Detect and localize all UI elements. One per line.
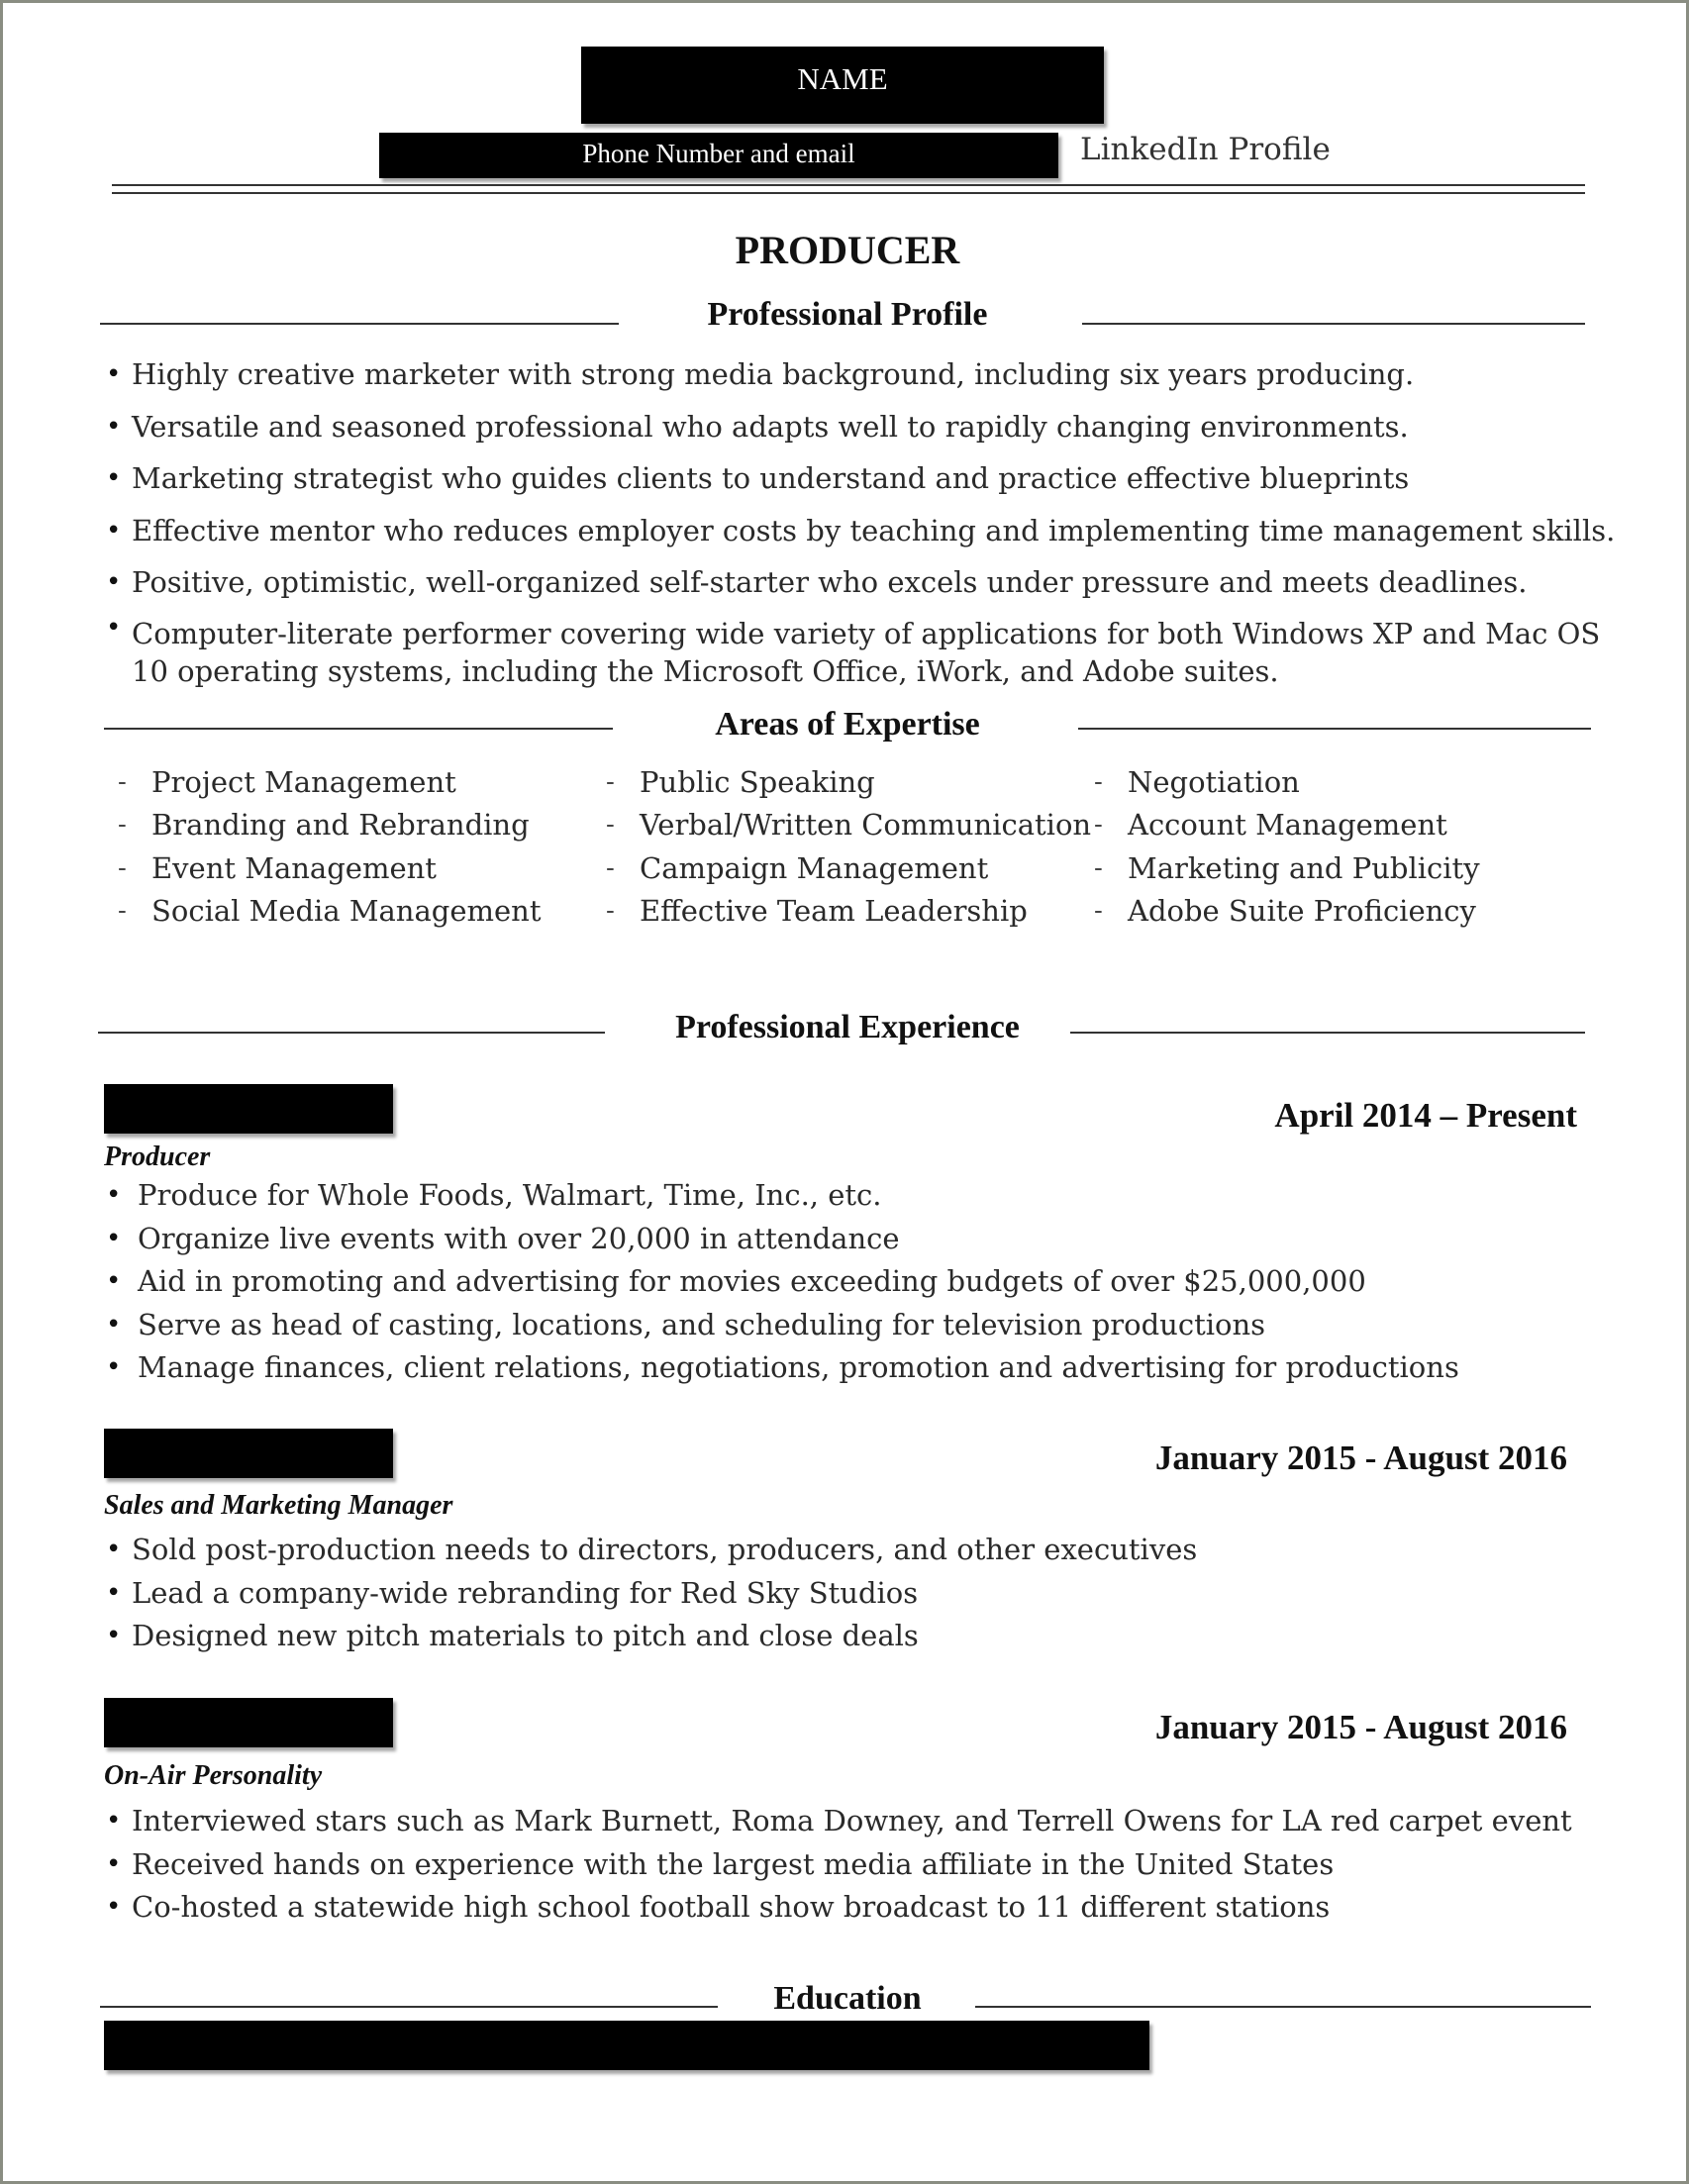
contact-redaction-box xyxy=(379,133,1058,178)
job-bullets xyxy=(106,1800,1572,1930)
expertise-item: - Public Speaking xyxy=(604,761,1091,804)
profile-item: • Effective mentor who reduces employer costs by teaching and implementing time management skills. xyxy=(106,505,1591,557)
profile-item: • Marketing strategist who guides clients to understand and practice effective blueprints xyxy=(106,452,1591,505)
expertise-item: - Adobe Suite Proficiency xyxy=(1092,890,1480,933)
employer-redaction-box xyxy=(104,1084,393,1134)
expertise-col-1 xyxy=(116,761,542,933)
name-label: NAME xyxy=(797,61,888,96)
experience-rule-left xyxy=(98,1032,605,1034)
name-redaction-box xyxy=(581,47,1104,124)
experience-rule-right xyxy=(1070,1032,1585,1034)
contact-label: Phone Number and email xyxy=(582,139,855,168)
profile-rule-left xyxy=(100,323,619,325)
education-rule-right xyxy=(975,2006,1591,2008)
profile-item: • Highly creative marketer with strong media background, including six years producing. xyxy=(106,348,1591,401)
job-bullet: • Aid in promoting and advertising for movies exceeding budgets of over $25,000,000 xyxy=(106,1260,1459,1304)
expertise-heading: Areas of Expertise xyxy=(715,706,980,743)
profile-rule-right xyxy=(1082,323,1585,325)
expertise-item: - Branding and Rebranding xyxy=(116,804,542,846)
expertise-item: - Event Management xyxy=(116,847,542,890)
expertise-rule-right xyxy=(1078,728,1591,730)
job-bullet: • Sold post-production needs to directors, producers, and other executives xyxy=(106,1529,1197,1572)
expertise-item: - Negotiation xyxy=(1092,761,1480,804)
expertise-item: - Effective Team Leadership xyxy=(604,890,1091,933)
expertise-rule-left xyxy=(104,728,613,730)
job-role: Sales and Marketing Manager xyxy=(104,1490,453,1521)
linkedin-profile: LinkedIn Profile xyxy=(1080,132,1331,167)
job-bullet: • Received hands on experience with the largest media affiliate in the United States xyxy=(106,1843,1572,1887)
job-role: On-Air Personality xyxy=(104,1760,323,1791)
job-role: Producer xyxy=(104,1142,211,1172)
job-bullet: • Organize live events with over 20,000 in attendance xyxy=(106,1218,1459,1261)
experience-heading: Professional Experience xyxy=(675,1009,1020,1045)
job-bullets xyxy=(106,1529,1197,1658)
header-rule-bottom xyxy=(112,192,1585,194)
expertise-item: - Account Management xyxy=(1092,804,1480,846)
education-rule-left xyxy=(100,2006,718,2008)
profile-item: • Computer-literate performer covering wide variety of applications for both Windows XP and Mac OS 10 operating systems, including the Microsoft Office, iWork, and Adobe suites. xyxy=(106,609,1617,690)
expertise-item: - Social Media Management xyxy=(116,890,542,933)
profile-heading: Professional Profile xyxy=(707,296,988,333)
job-bullet: • Interviewed stars such as Mark Burnett, Roma Downey, and Terrell Owens for LA red carpet event xyxy=(106,1800,1572,1843)
job-title: PRODUCER xyxy=(735,228,960,272)
job-bullet: • Serve as head of casting, locations, and scheduling for television productions xyxy=(106,1304,1459,1347)
job-dates: April 2014 – Present xyxy=(1274,1096,1577,1135)
profile-item: • Positive, optimistic, well-organized self-starter who excels under pressure and meets deadlines. xyxy=(106,556,1591,609)
job-bullet: • Designed new pitch materials to pitch and close deals xyxy=(106,1615,1197,1658)
job-bullets xyxy=(106,1174,1459,1390)
job-bullet: • Manage finances, client relations, negotiations, promotion and advertising for productions xyxy=(106,1346,1459,1390)
education-redaction-box xyxy=(104,2021,1149,2070)
expertise-item: - Verbal/Written Communication xyxy=(604,804,1091,846)
job-bullet: • Produce for Whole Foods, Walmart, Time, Inc., etc. xyxy=(106,1174,1459,1218)
expertise-item: - Campaign Management xyxy=(604,847,1091,890)
job-dates: January 2015 - August 2016 xyxy=(1154,1708,1567,1746)
header-rule-top xyxy=(112,184,1585,186)
expertise-item: - Marketing and Publicity xyxy=(1092,847,1480,890)
profile-item: • Versatile and seasoned professional who adapts well to rapidly changing environments. xyxy=(106,401,1591,453)
job-bullet: • Co-hosted a statewide high school football show broadcast to 11 different stations xyxy=(106,1886,1572,1930)
job-dates: January 2015 - August 2016 xyxy=(1154,1439,1567,1477)
expertise-col-3 xyxy=(1092,761,1480,933)
education-heading: Education xyxy=(773,1980,922,2017)
employer-redaction-box xyxy=(104,1698,393,1747)
job-bullet: • Lead a company-wide rebranding for Red Sky Studios xyxy=(106,1572,1197,1616)
expertise-item: - Project Management xyxy=(116,761,542,804)
expertise-col-2 xyxy=(604,761,1091,933)
employer-redaction-box xyxy=(104,1429,393,1478)
profile-list xyxy=(106,348,1616,690)
